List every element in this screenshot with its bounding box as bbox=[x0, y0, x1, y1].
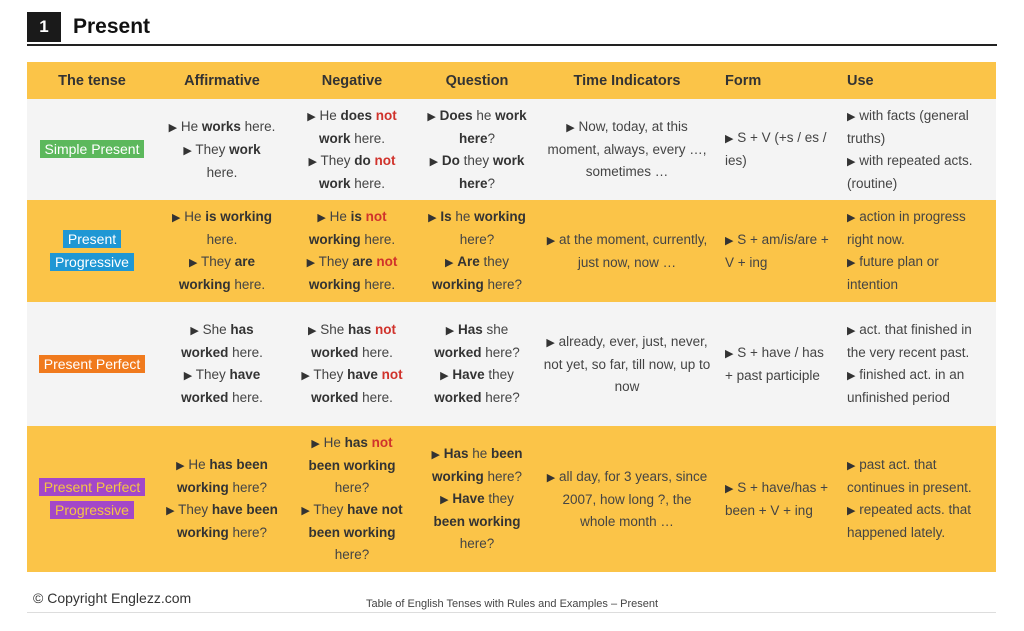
tense-cell bbox=[27, 200, 157, 302]
triangle-right-icon: ▶ bbox=[431, 449, 440, 461]
tense-label: Present Progressive bbox=[50, 230, 134, 271]
triangle-right-icon: ▶ bbox=[847, 370, 856, 382]
use-cell bbox=[839, 200, 996, 302]
triangle-right-icon: ▶ bbox=[847, 460, 856, 472]
affirmative-cell: ▶ She has worked here. ▶ They have worked here. bbox=[181, 322, 263, 405]
triangle-right-icon: ▶ bbox=[566, 122, 575, 134]
question-cell: ▶ Does he work here? ▶ Do they work here? bbox=[427, 107, 527, 191]
triangle-right-icon: ▶ bbox=[166, 505, 175, 517]
negative-cell: ▶ He has not been working here? ▶ They have not been working here? bbox=[301, 435, 403, 562]
triangle-right-icon: ▶ bbox=[847, 155, 856, 168]
triangle-right-icon: ▶ bbox=[307, 110, 316, 123]
table-row bbox=[27, 426, 996, 572]
triangle-right-icon: ▶ bbox=[445, 325, 455, 337]
question-cell: ▶ Is he working here? ▶ Are they working here? bbox=[428, 209, 526, 292]
time-cell bbox=[537, 426, 717, 572]
use-text: with repeated acts. (routine) bbox=[847, 152, 973, 191]
triangle-right-icon: ▶ bbox=[301, 370, 310, 382]
use-cell bbox=[839, 302, 996, 426]
triangle-right-icon: ▶ bbox=[847, 110, 856, 123]
tense-cell bbox=[27, 99, 157, 200]
time-cell bbox=[537, 302, 717, 426]
triangle-right-icon: ▶ bbox=[847, 212, 856, 224]
triangle-right-icon: ▶ bbox=[440, 370, 449, 382]
triangle-right-icon: ▶ bbox=[428, 212, 437, 224]
use-cell bbox=[839, 99, 996, 200]
tense-cell bbox=[27, 426, 157, 572]
copyright-text: © Copyright Englezz.com bbox=[33, 590, 192, 606]
question-cell: ▶ Has she worked here? ▶ Have they worked here? bbox=[434, 322, 520, 405]
form-cell bbox=[717, 426, 839, 572]
section-header bbox=[27, 12, 997, 46]
triangle-right-icon: ▶ bbox=[306, 257, 316, 269]
time-indicators: already, ever, just, never, not yet, so far, till now, up to now bbox=[543, 333, 711, 394]
form-cell bbox=[717, 99, 839, 200]
table-row bbox=[27, 302, 996, 426]
column-header: Negative bbox=[321, 72, 383, 89]
section-number: 1 bbox=[27, 12, 61, 42]
triangle-right-icon: ▶ bbox=[317, 212, 326, 224]
affirmative-cell: ▶ He works here. ▶ They work here. bbox=[168, 118, 276, 180]
form-cell bbox=[717, 200, 839, 302]
affirmative-cell: ▶ He is working here. ▶ They are working here. bbox=[172, 209, 272, 292]
triangle-right-icon: ▶ bbox=[311, 438, 320, 450]
tenses-table bbox=[27, 62, 996, 572]
triangle-right-icon: ▶ bbox=[546, 336, 555, 349]
page-title: Present bbox=[73, 15, 151, 38]
column-header: Form bbox=[725, 72, 762, 89]
triangle-right-icon: ▶ bbox=[307, 325, 317, 337]
use-text: finished act. in an unfinished period bbox=[847, 367, 965, 405]
table-row bbox=[27, 200, 996, 302]
use-text: past act. that continues in present. bbox=[847, 457, 972, 495]
use-text: with facts (general truths) bbox=[847, 107, 969, 146]
triangle-right-icon: ▶ bbox=[546, 471, 556, 484]
triangle-right-icon: ▶ bbox=[183, 144, 192, 157]
negative-cell: ▶ He does not work here. ▶ They do not work here. bbox=[307, 107, 397, 191]
tense-label: Simple Present bbox=[40, 140, 145, 158]
use-text: repeated acts. that happened lately. bbox=[847, 502, 972, 540]
use-cell bbox=[839, 426, 996, 572]
triangle-right-icon: ▶ bbox=[168, 121, 178, 134]
triangle-right-icon: ▶ bbox=[440, 494, 449, 506]
triangle-right-icon: ▶ bbox=[188, 257, 198, 269]
use-text: act. that finished in the very recent past. bbox=[847, 322, 972, 360]
triangle-right-icon: ▶ bbox=[725, 347, 734, 360]
table-row bbox=[27, 99, 996, 200]
use-text: future plan or intention bbox=[847, 254, 939, 292]
column-header: Affirmative bbox=[184, 72, 260, 89]
column-header: The tense bbox=[58, 72, 126, 89]
triangle-right-icon: ▶ bbox=[444, 257, 454, 269]
triangle-right-icon: ▶ bbox=[847, 505, 856, 517]
time-indicators: Now, today, at this moment, always, every …, sometimes … bbox=[547, 119, 707, 179]
time-cell bbox=[537, 99, 717, 200]
footer-caption: Table of English Tenses with Rules and Examples – Present bbox=[365, 598, 659, 610]
form-cell bbox=[717, 302, 839, 426]
use-text: action in progress right now. bbox=[847, 209, 966, 247]
triangle-right-icon: ▶ bbox=[725, 133, 734, 145]
triangle-right-icon: ▶ bbox=[301, 505, 310, 517]
triangle-right-icon: ▶ bbox=[172, 212, 181, 224]
tense-cell bbox=[27, 302, 157, 426]
column-header: Use bbox=[847, 72, 874, 89]
footer-divider bbox=[27, 612, 996, 613]
time-indicators: all day, for 3 years, since 2007, how long ?, the whole month … bbox=[558, 468, 708, 529]
negative-cell: ▶ He is not working here. ▶ They are not working here. bbox=[306, 209, 398, 292]
triangle-right-icon: ▶ bbox=[183, 370, 193, 382]
table-header-row bbox=[27, 62, 996, 99]
triangle-right-icon: ▶ bbox=[546, 234, 556, 247]
tense-label: Present Perfect Progressive bbox=[39, 478, 146, 519]
affirmative-cell: ▶ He has been working here? ▶ They have been working here? bbox=[166, 457, 278, 540]
form-text: S + have/has + been + V + ing bbox=[725, 479, 829, 518]
column-header: Time Indicators bbox=[573, 72, 681, 89]
form-text: S + have / has + past participle bbox=[725, 344, 824, 383]
question-cell: ▶ Has he been working here? ▶ Have they been working here? bbox=[431, 446, 523, 551]
time-cell bbox=[537, 200, 717, 302]
triangle-right-icon: ▶ bbox=[190, 325, 199, 337]
column-header: Question bbox=[445, 72, 509, 89]
triangle-right-icon: ▶ bbox=[308, 155, 317, 168]
triangle-right-icon: ▶ bbox=[847, 257, 856, 269]
form-text: S + am/is/are + V + ing bbox=[725, 231, 829, 270]
triangle-right-icon: ▶ bbox=[725, 482, 734, 495]
triangle-right-icon: ▶ bbox=[847, 325, 856, 337]
triangle-right-icon: ▶ bbox=[725, 234, 734, 247]
time-indicators: at the moment, currently, just now, now … bbox=[558, 231, 708, 270]
tense-label: Present Perfect bbox=[39, 355, 146, 373]
triangle-right-icon: ▶ bbox=[176, 460, 185, 472]
triangle-right-icon: ▶ bbox=[429, 155, 439, 168]
negative-cell: ▶ She has not worked here. ▶ They have not worked here. bbox=[301, 322, 403, 405]
form-text: S + V (+s / es / ies) bbox=[725, 130, 827, 168]
triangle-right-icon: ▶ bbox=[427, 110, 436, 123]
